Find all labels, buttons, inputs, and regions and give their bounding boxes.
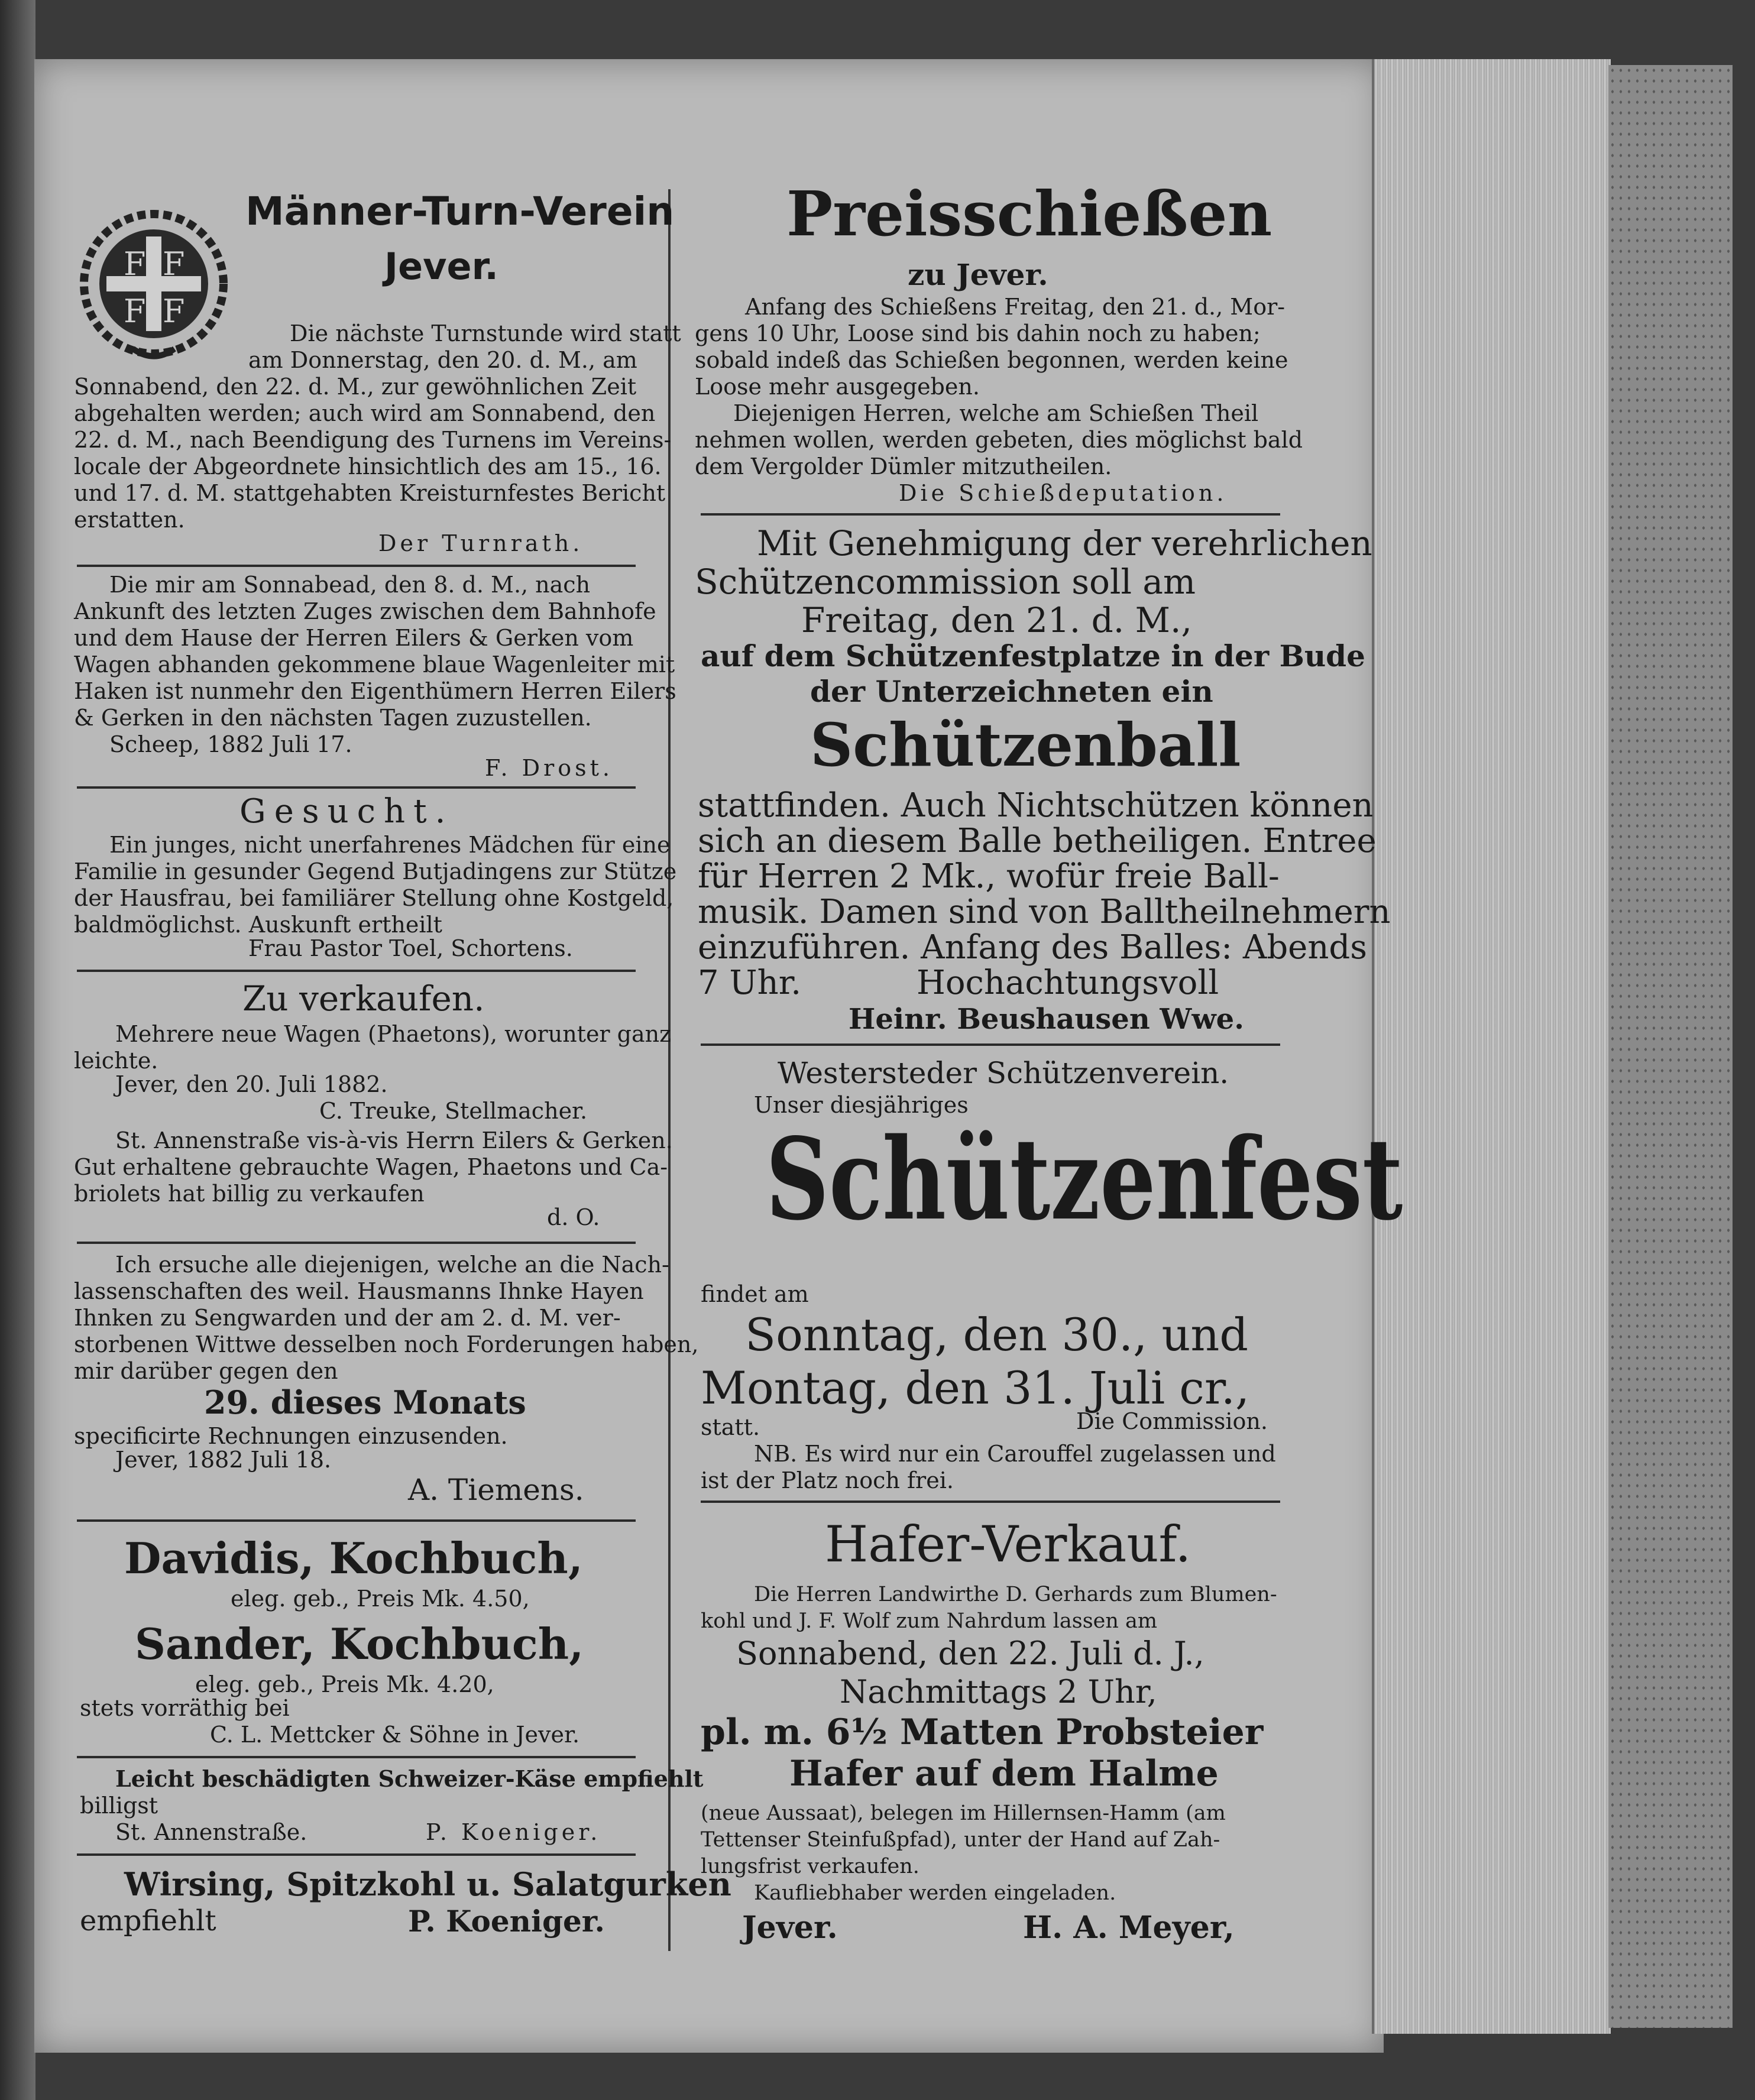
hafer-line-2: Kaufliebhaber werden eingeladen.	[754, 1881, 1116, 1905]
svg-text:F: F	[124, 245, 146, 283]
section-rule	[701, 1043, 1280, 1046]
nachlass-line: Ich ersuche alle diejenigen, welche an die Nach-	[115, 1252, 669, 1278]
turnverein-line: erstatten.	[74, 507, 185, 533]
turnverein-line: abgehalten werden; auch wird am Sonnabend, den	[74, 400, 656, 426]
schuetzenball-line: für Herren 2 Mk., wofür freie Ball-	[698, 857, 1280, 896]
schuetzenball-title: Schützenball	[810, 710, 1241, 780]
hafer-line: kohl und J. F. Wolf zum Nahrdum lassen am	[701, 1609, 1158, 1633]
kaese-street: St. Annenstraße.	[115, 1819, 307, 1845]
turnverein-subtitle: Jever.	[384, 245, 498, 288]
hafer-big: Hafer auf dem Halme	[789, 1753, 1219, 1794]
section-rule	[77, 1242, 636, 1244]
nachlass-signature: A. Tiemens.	[408, 1473, 584, 1507]
verkaufen-signature: C. Treuke, Stellmacher.	[319, 1098, 588, 1124]
kochbuch-title-2: Sander, Kochbuch,	[135, 1619, 584, 1669]
section-rule	[77, 1853, 636, 1856]
preisschiessen-line: sobald indeß das Schießen begonnen, werden keine	[695, 347, 1288, 373]
schuetzenball-line: musik. Damen sind von Balltheilnehmern	[698, 893, 1391, 931]
schuetzenfest-findet: findet am	[701, 1281, 809, 1307]
hafer-date: Sonnabend, den 22. Juli d. J.,	[736, 1635, 1204, 1672]
schuetzenfest-date-2: Montag, den 31. Juli cr.,	[701, 1362, 1250, 1414]
section-rule	[701, 513, 1280, 516]
section-rule	[77, 565, 636, 567]
section-rule	[77, 1519, 636, 1522]
hafer-place: Jever.	[742, 1910, 838, 1946]
wagenleiter-line: Wagen abhanden gekommene blaue Wagenleiter mit	[74, 652, 675, 678]
hafer-line-2: lungsfrist verkaufen.	[701, 1855, 919, 1878]
verkaufen-extra-line: briolets hat billig zu verkaufen	[74, 1181, 425, 1207]
kochbuch-stock: stets vorräthig bei	[80, 1695, 290, 1721]
book-cover	[1608, 65, 1733, 2028]
kochbuch-title-1: Davidis, Kochbuch,	[124, 1533, 583, 1583]
kochbuch-price-2: eleg. geb., Preis Mk. 4.20,	[195, 1671, 494, 1697]
gesucht-signature: Frau Pastor Toel, Schortens.	[248, 935, 573, 961]
schuetzenball-line: sich an diesem Balle betheiligen. Entree	[698, 822, 1377, 860]
gesucht-line: Familie in gesunder Gegend Butjadingens zur Stütze	[74, 858, 677, 884]
preisschiessen-line: nehmen wollen, werden gebeten, dies möglichst bald	[695, 427, 1303, 453]
schuetzenball-intro: Schützencommission soll am	[695, 562, 1196, 602]
hafer-line-2: (neue Aussaat), belegen im Hillernsen-Hamm (am	[701, 1801, 1226, 1825]
turnverein-line: am Donnerstag, den 20. d. M., am	[248, 347, 637, 373]
kochbuch-price-1: eleg. geb., Preis Mk. 4.50,	[231, 1586, 530, 1612]
schuetzenball-intro: auf dem Schützenfestplatze in der Bude	[701, 639, 1365, 673]
wirsing-signature: P. Koeniger.	[408, 1904, 605, 1939]
schuetzenball-intro: Mit Genehmigung der verehrlichen	[757, 523, 1372, 563]
turnverein-line: und 17. d. M. stattgehabten Kreisturnfestes Bericht	[74, 480, 666, 506]
wirsing-line: Wirsing, Spitzkohl u. Salatgurken	[124, 1865, 731, 1903]
schuetzenball-line: stattfinden. Auch Nichtschützen können	[698, 786, 1374, 825]
wagenleiter-line: & Gerken in den nächsten Tagen zuzustellen.	[74, 705, 592, 731]
verkaufen-extra-line: St. Annenstraße vis-à-vis Herrn Eilers & Gerken.	[115, 1127, 673, 1153]
turnverein-line: 22. d. M., nach Beendigung des Turnens im Vereins-	[74, 427, 672, 453]
kaese-line: billigst	[80, 1793, 158, 1819]
schuetzenball-intro: Freitag, den 21. d. M.,	[801, 600, 1192, 640]
nachlass-highlight: 29. dieses Monats	[204, 1383, 526, 1421]
schuetzenball-time: 7 Uhr.	[698, 964, 802, 1002]
nachlass-place-date: Jever, 1882 Juli 18.	[115, 1447, 332, 1473]
wagenleiter-place-date: Scheep, 1882 Juli 17.	[109, 731, 352, 757]
preisschiessen-line: Loose mehr ausgegeben.	[695, 374, 980, 400]
nachlass-line: mir darüber gegen den	[74, 1358, 338, 1384]
schuetzenball-signature: Heinr. Beushausen Wwe.	[849, 1003, 1244, 1036]
preisschiessen-line: dem Vergolder Dümler mitzutheilen.	[695, 453, 1112, 479]
turnverein-emblem-icon	[74, 204, 234, 364]
schuetzenfest-date-1: Sonntag, den 30., und	[745, 1308, 1248, 1361]
verkaufen-title: Zu verkaufen.	[242, 978, 485, 1019]
hafer-big: pl. m. 6½ Matten Probsteier	[701, 1712, 1264, 1753]
verkaufen-line: leichte.	[74, 1048, 158, 1074]
svg-text:F: F	[124, 293, 146, 330]
wagenleiter-line: Die mir am Sonnabead, den 8. d. M., nach	[109, 572, 591, 598]
nachlass-line: storbenen Wittwe desselben noch Forderungen haben,	[74, 1331, 699, 1357]
schuetzenfest-intro: Unser diesjähriges	[754, 1092, 969, 1118]
schuetzenfest-nb: ist der Platz noch frei.	[701, 1467, 954, 1493]
verkaufen-signature-2: d. O.	[547, 1204, 600, 1230]
turnverein-line: locale der Abgeordnete hinsichtlich des am 15., 16.	[74, 453, 662, 479]
svg-text:F: F	[163, 293, 185, 330]
wagenleiter-line: Ankunft des letzten Zuges zwischen dem Bahnhofe	[74, 598, 656, 624]
schuetzenfest-nb: NB. Es wird nur ein Carouffel zugelassen und	[754, 1441, 1276, 1467]
turnverein-line: Sonnabend, den 22. d. M., zur gewöhnlichen Zeit	[74, 374, 637, 400]
turnverein-line: Die nächste Turnstunde wird statt	[290, 320, 681, 346]
preisschiessen-signature: Die Schießdeputation.	[899, 480, 1228, 506]
schuetzenfest-title: Schützenfest	[766, 1113, 1403, 1245]
verkaufen-line: Mehrere neue Wagen (Phaetons), worunter ganz	[115, 1021, 672, 1047]
gesucht-line: Ein junges, nicht unerfahrenes Mädchen für eine	[109, 832, 671, 858]
wagenleiter-line: und dem Hause der Herren Eilers & Gerken vom	[74, 625, 634, 651]
preisschiessen-line: Anfang des Schießens Freitag, den 21. d., Mor-	[745, 294, 1286, 320]
kaese-signature: P. Koeniger.	[426, 1819, 601, 1845]
preisschiessen-title: Preisschießen	[786, 177, 1272, 250]
turnverein-signature: Der Turnrath.	[378, 530, 584, 556]
gesucht-line: der Hausfrau, bei familiärer Stellung ohne Kostgeld,	[74, 885, 674, 911]
preisschiessen-line: gens 10 Uhr, Loose sind bis dahin noch zu haben;	[695, 320, 1261, 346]
section-rule	[701, 1501, 1280, 1503]
schuetzenball-intro: der Unterzeichneten ein	[810, 674, 1213, 709]
kochbuch-signature: C. L. Mettcker & Söhne in Jever.	[210, 1722, 580, 1748]
preisschiessen-subtitle: zu Jever.	[908, 257, 1048, 292]
turnverein-title: Männer-Turn-Verein	[245, 189, 675, 234]
scan-background-left	[0, 0, 35, 2100]
wagenleiter-signature: F. Drost.	[485, 755, 613, 781]
verkaufen-place-date: Jever, den 20. Juli 1882.	[115, 1071, 388, 1097]
section-rule	[77, 786, 636, 789]
wirsing-line: empfiehlt	[80, 1904, 216, 1937]
svg-text:F: F	[163, 245, 185, 283]
hafer-signature: H. A. Meyer,	[1023, 1910, 1235, 1946]
nachlass-line: Ihnken zu Sengwarden und der am 2. d. M. ver-	[74, 1305, 621, 1331]
section-rule	[77, 1756, 636, 1758]
schuetzenfest-verein: Westersteder Schützenverein.	[778, 1056, 1229, 1090]
schuetzenball-greeting: Hochachtungsvoll	[917, 964, 1219, 1002]
nachlass-line: lassenschaften des weil. Hausmanns Ihnke Hayen	[74, 1278, 644, 1304]
hafer-title: Hafer-Verkauf.	[825, 1515, 1191, 1573]
hafer-line-2: Tettenser Steinfußpfad), unter der Hand auf Zah-	[701, 1828, 1220, 1852]
hafer-time: Nachmittags 2 Uhr,	[840, 1673, 1157, 1710]
book-page-edges	[1372, 59, 1611, 2034]
column-divider	[668, 189, 671, 1951]
hafer-line: Die Herren Landwirthe D. Gerhards zum Blumen-	[754, 1583, 1277, 1606]
schuetzenfest-signature: Die Commission.	[1076, 1408, 1268, 1434]
gesucht-line: baldmöglichst. Auskunft ertheilt	[74, 912, 442, 938]
section-rule	[77, 970, 636, 972]
preisschiessen-line: Diejenigen Herren, welche am Schießen Theil	[733, 400, 1259, 426]
schuetzenfest-statt: statt.	[701, 1414, 760, 1440]
wagenleiter-line: Haken ist nunmehr den Eigenthümern Herren Eilers	[74, 678, 676, 704]
kaese-line: Leicht beschädigten Schweizer-Käse empfiehlt	[115, 1765, 704, 1792]
nachlass-after: specificirte Rechnungen einzusenden.	[74, 1423, 508, 1449]
verkaufen-extra-line: Gut erhaltene gebrauchte Wagen, Phaetons und Ca-	[74, 1154, 668, 1180]
schuetzenball-line: einzuführen. Anfang des Balles: Abends	[698, 928, 1367, 967]
gesucht-title: Gesucht.	[239, 792, 454, 831]
